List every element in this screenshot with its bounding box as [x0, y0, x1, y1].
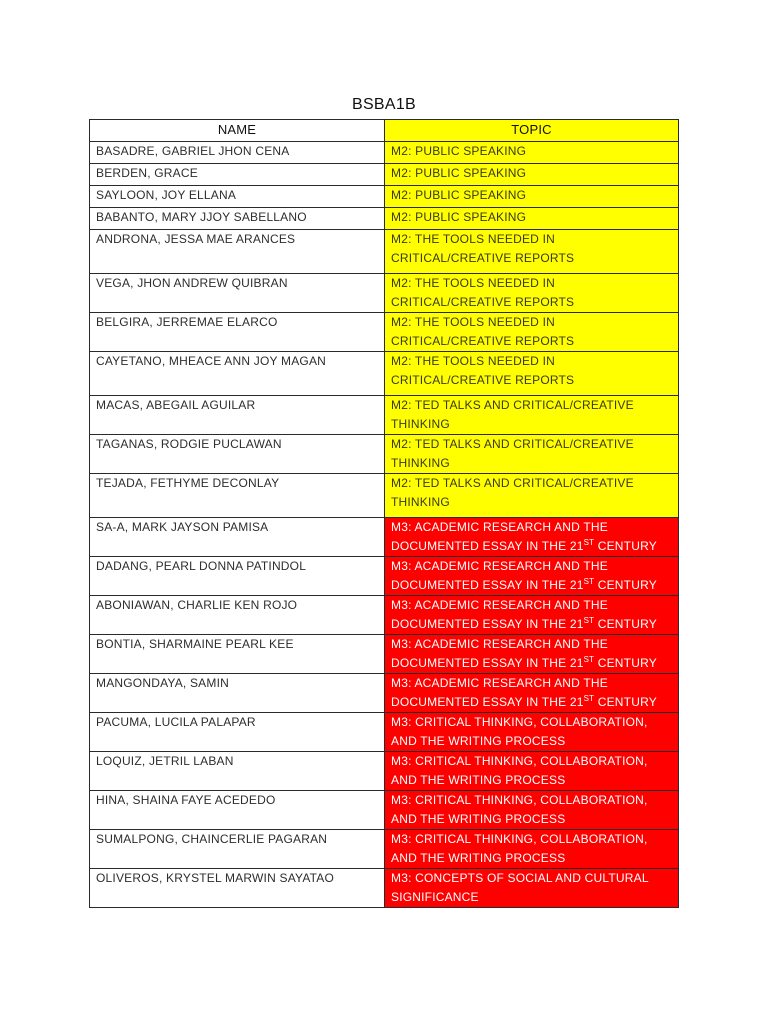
table-row: [90, 830, 679, 869]
topic-line: SIGNIFICANCE: [391, 890, 479, 904]
topic-cell: [385, 635, 679, 674]
topic-line: CRITICAL/CREATIVE REPORTS: [391, 251, 575, 265]
student-name-cell: MANGONDAYA, SAMIN: [90, 674, 385, 713]
topic-line: M2: PUBLIC SPEAKING: [391, 188, 527, 202]
topic-cell: [385, 713, 679, 752]
student-name-cell: CAYETANO, MHEACE ANN JOY MAGAN: [90, 352, 385, 396]
student-name-cell: TEJADA, FETHYME DECONLAY: [90, 474, 385, 518]
column-header-name: NAME: [90, 120, 385, 142]
topic-cell: [385, 313, 679, 352]
table-row: [90, 791, 679, 830]
student-name-cell: ABONIAWAN, CHARLIE KEN ROJO: [90, 596, 385, 635]
topic-line: CRITICAL/CREATIVE REPORTS: [391, 334, 575, 348]
student-name-cell: DADANG, PEARL DONNA PATINDOL: [90, 557, 385, 596]
topic-line: M3: ACADEMIC RESEARCH AND THE: [391, 598, 608, 612]
table-row: [90, 313, 679, 352]
table-header-row: [90, 120, 679, 142]
topic-line: M3: CRITICAL THINKING, COLLABORATION,: [391, 754, 648, 768]
topic-line: THINKING: [391, 456, 450, 470]
table-row: [90, 230, 679, 274]
table-row: [90, 396, 679, 435]
topic-cell: [385, 674, 679, 713]
student-name-cell: LOQUIZ, JETRIL LABAN: [90, 752, 385, 791]
student-name-cell: TAGANAS, RODGIE PUCLAWAN: [90, 435, 385, 474]
student-name-cell: SUMALPONG, CHAINCERLIE PAGARAN: [90, 830, 385, 869]
topic-line: M3: ACADEMIC RESEARCH AND THE: [391, 520, 608, 534]
table-row: [90, 474, 679, 518]
topic-cell: [385, 352, 679, 396]
student-name-cell: HINA, SHAINA FAYE ACEDEDO: [90, 791, 385, 830]
topic-cell: [385, 791, 679, 830]
topic-cell: [385, 596, 679, 635]
topic-line: M3: ACADEMIC RESEARCH AND THE: [391, 637, 608, 651]
topic-line: THINKING: [391, 495, 450, 509]
column-header-topic: TOPIC: [385, 120, 679, 142]
topic-line: M3: CRITICAL THINKING, COLLABORATION,: [391, 793, 648, 807]
topic-line: M3: ACADEMIC RESEARCH AND THE: [391, 559, 608, 573]
topic-line: M2: THE TOOLS NEEDED IN: [391, 315, 555, 329]
topic-cell: [385, 869, 679, 908]
topic-cell: [385, 274, 679, 313]
topic-cell: [385, 518, 679, 557]
table-row: [90, 674, 679, 713]
table-row: [90, 635, 679, 674]
topic-line: M3: ACADEMIC RESEARCH AND THE: [391, 676, 608, 690]
topic-cell: [385, 186, 679, 208]
topic-cell: [385, 396, 679, 435]
table-row: [90, 557, 679, 596]
topic-line: M2: PUBLIC SPEAKING: [391, 144, 527, 158]
topic-line: M3: CRITICAL THINKING, COLLABORATION,: [391, 832, 648, 846]
topic-line: M2: TED TALKS AND CRITICAL/CREATIVE: [391, 437, 634, 451]
topic-line: M2: PUBLIC SPEAKING: [391, 166, 527, 180]
student-name-cell: MACAS, ABEGAIL AGUILAR: [90, 396, 385, 435]
topic-line: DOCUMENTED ESSAY IN THE 21ST CENTURY: [391, 694, 657, 709]
table-row: [90, 713, 679, 752]
student-name-cell: BONTIA, SHARMAINE PEARL KEE: [90, 635, 385, 674]
topic-line: AND THE WRITING PROCESS: [391, 773, 566, 787]
table-row: [90, 274, 679, 313]
topic-line: AND THE WRITING PROCESS: [391, 851, 566, 865]
student-name-cell: OLIVEROS, KRYSTEL MARWIN SAYATAO: [90, 869, 385, 908]
topic-cell: [385, 208, 679, 230]
topic-cell: [385, 830, 679, 869]
student-name-cell: BELGIRA, JERREMAE ELARCO: [90, 313, 385, 352]
student-name-cell: VEGA, JHON ANDREW QUIBRAN: [90, 274, 385, 313]
topic-line: M3: CONCEPTS OF SOCIAL AND CULTURAL: [391, 871, 649, 885]
table-row: [90, 596, 679, 635]
student-name-cell: BABANTO, MARY JJOY SABELLANO: [90, 208, 385, 230]
table-row: [90, 352, 679, 396]
topic-cell: [385, 557, 679, 596]
table-row: [90, 186, 679, 208]
topic-line: DOCUMENTED ESSAY IN THE 21ST CENTURY: [391, 577, 657, 592]
table-row: [90, 869, 679, 908]
table-row: [90, 518, 679, 557]
topic-line: AND THE WRITING PROCESS: [391, 734, 566, 748]
document-title: BSBA1B: [351, 96, 417, 113]
student-name-cell: PACUMA, LUCILA PALAPAR: [90, 713, 385, 752]
topic-cell: [385, 435, 679, 474]
topic-line: M3: CRITICAL THINKING, COLLABORATION,: [391, 715, 648, 729]
topic-line: THINKING: [391, 417, 450, 431]
topic-line: M2: PUBLIC SPEAKING: [391, 210, 527, 224]
table-row: [90, 142, 679, 164]
topic-cell: [385, 752, 679, 791]
topic-line: CRITICAL/CREATIVE REPORTS: [391, 373, 575, 387]
table-row: [90, 208, 679, 230]
assignment-table: [89, 119, 679, 908]
student-name-cell: BERDEN, GRACE: [90, 164, 385, 186]
topic-cell: [385, 164, 679, 186]
topic-line: M2: TED TALKS AND CRITICAL/CREATIVE: [391, 476, 634, 490]
topic-line: AND THE WRITING PROCESS: [391, 812, 566, 826]
student-name-cell: SAYLOON, JOY ELLANA: [90, 186, 385, 208]
table-row: [90, 752, 679, 791]
topic-cell: [385, 142, 679, 164]
student-name-cell: ANDRONA, JESSA MAE ARANCES: [90, 230, 385, 274]
table-body: [90, 142, 679, 908]
topic-line: M2: THE TOOLS NEEDED IN: [391, 354, 555, 368]
topic-line: DOCUMENTED ESSAY IN THE 21ST CENTURY: [391, 655, 657, 670]
student-name-cell: BASADRE, GABRIEL JHON CENA: [90, 142, 385, 164]
table-row: [90, 435, 679, 474]
topic-line: M2: THE TOOLS NEEDED IN: [391, 276, 555, 290]
student-name-cell: SA-A, MARK JAYSON PAMISA: [90, 518, 385, 557]
topic-line: M2: TED TALKS AND CRITICAL/CREATIVE: [391, 398, 634, 412]
topic-cell: [385, 474, 679, 518]
topic-cell: [385, 230, 679, 274]
table-row: [90, 164, 679, 186]
topic-line: M2: THE TOOLS NEEDED IN: [391, 232, 555, 246]
topic-line: DOCUMENTED ESSAY IN THE 21ST CENTURY: [391, 616, 657, 631]
topic-line: DOCUMENTED ESSAY IN THE 21ST CENTURY: [391, 538, 657, 553]
topic-line: CRITICAL/CREATIVE REPORTS: [391, 295, 575, 309]
